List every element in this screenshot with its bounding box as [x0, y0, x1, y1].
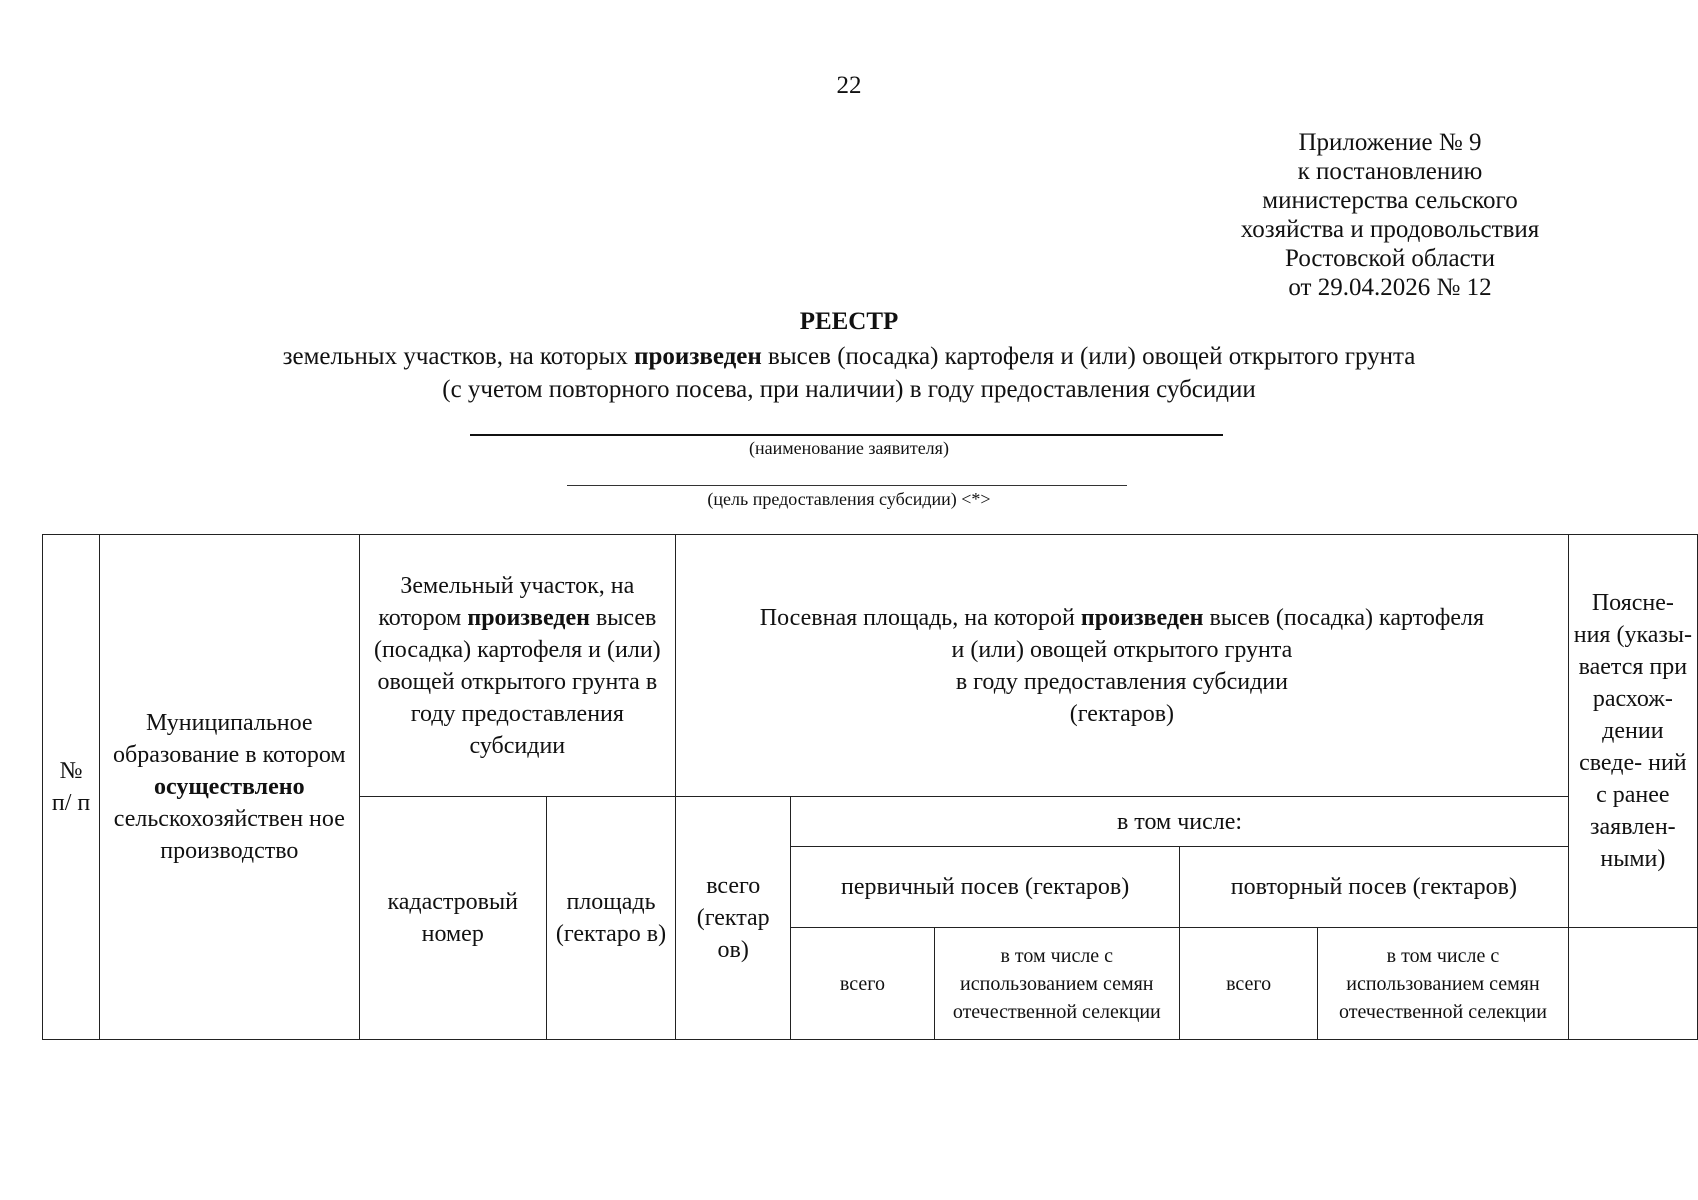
header-plot-area: площадь (гектаро в) — [546, 797, 675, 1040]
header-notes-empty-cell — [1568, 928, 1697, 1040]
appendix-line: от 29.04.2026 № 12 — [1288, 274, 1492, 301]
header-repeat-sowing: повторный посев (гектаров) — [1180, 847, 1569, 928]
subtitle-line-1 — [100, 340, 1598, 373]
appendix-line: Приложение № 9 — [1298, 129, 1482, 156]
applicant-name-caption: (наименование заявителя) — [749, 438, 949, 458]
page-number: 22 — [836, 72, 862, 99]
header-primary-domestic: в том числе с использованием семян отечественной селекции — [934, 928, 1179, 1040]
header-text: и (или) овощей открытого грунта — [951, 636, 1293, 663]
header-including: в том числе: — [791, 797, 1568, 847]
header-text: сельскохозяйствен ное производство — [113, 806, 345, 864]
header-bold: осуществлено — [154, 774, 305, 800]
subsidy-purpose-line — [567, 485, 1127, 486]
subsidy-purpose-caption: (цель предоставления субсидии) <*> — [707, 489, 991, 509]
header-bold: произведен — [467, 604, 590, 631]
header-primary-sowing: первичный посев (гектаров) — [791, 847, 1180, 928]
header-text: (гектаров) — [1069, 700, 1175, 727]
header-total: всего (гектар ов) — [676, 797, 791, 1040]
header-land-plot — [359, 535, 676, 797]
appendix-line: Ростовской области — [1285, 245, 1495, 272]
header-text: Посевная площадь, на которой — [759, 604, 1081, 631]
header-repeat-total: всего — [1180, 928, 1318, 1040]
appendix-line: к постановлению — [1297, 158, 1483, 185]
header-repeat-domestic: в том числе с использованием семян отечественной селекции — [1318, 928, 1568, 1040]
header-bold: произведен — [1080, 604, 1204, 631]
subtitle-bold: произведен — [634, 343, 762, 370]
document-title: РЕЕСТР — [799, 308, 899, 335]
header-cadastral-number: кадастровый номер — [359, 797, 546, 1040]
registry-table — [42, 534, 1698, 1040]
subtitle-text: высев (посадка) картофеля и (или) овощей открытого грунта — [761, 343, 1416, 370]
applicant-name-line — [470, 434, 1223, 436]
appendix-line: министерства сельского — [1262, 187, 1518, 214]
header-primary-total: всего — [791, 928, 934, 1040]
header-text: Земельный участок, на котором — [378, 572, 635, 631]
header-text: высев (посадка) картофеля и (или) овощей открытого грунта в году предоставления субсидии — [373, 604, 661, 759]
subtitle-text: земельных участков, на которых — [282, 343, 635, 370]
appendix-block — [1180, 128, 1600, 302]
header-notes: Поясне- ния (указы- вается при расхож- дении сведе- ний с ранее заявлен- ными) — [1568, 535, 1697, 928]
appendix-line: хозяйства и продовольствия — [1240, 216, 1540, 243]
header-municipality — [100, 535, 359, 1040]
subtitle-line-2: (с учетом повторного посева, при наличии) в году предоставления субсидии — [442, 376, 1256, 403]
document-subtitle — [100, 340, 1598, 406]
header-text: Муниципальное образование в котором — [113, 710, 346, 768]
header-row-number: № п/ п — [43, 535, 100, 1040]
header-text: в году предоставления субсидии — [955, 668, 1288, 695]
header-text: высев (посадка) картофеля — [1203, 604, 1485, 631]
header-sown-area — [676, 535, 1569, 797]
